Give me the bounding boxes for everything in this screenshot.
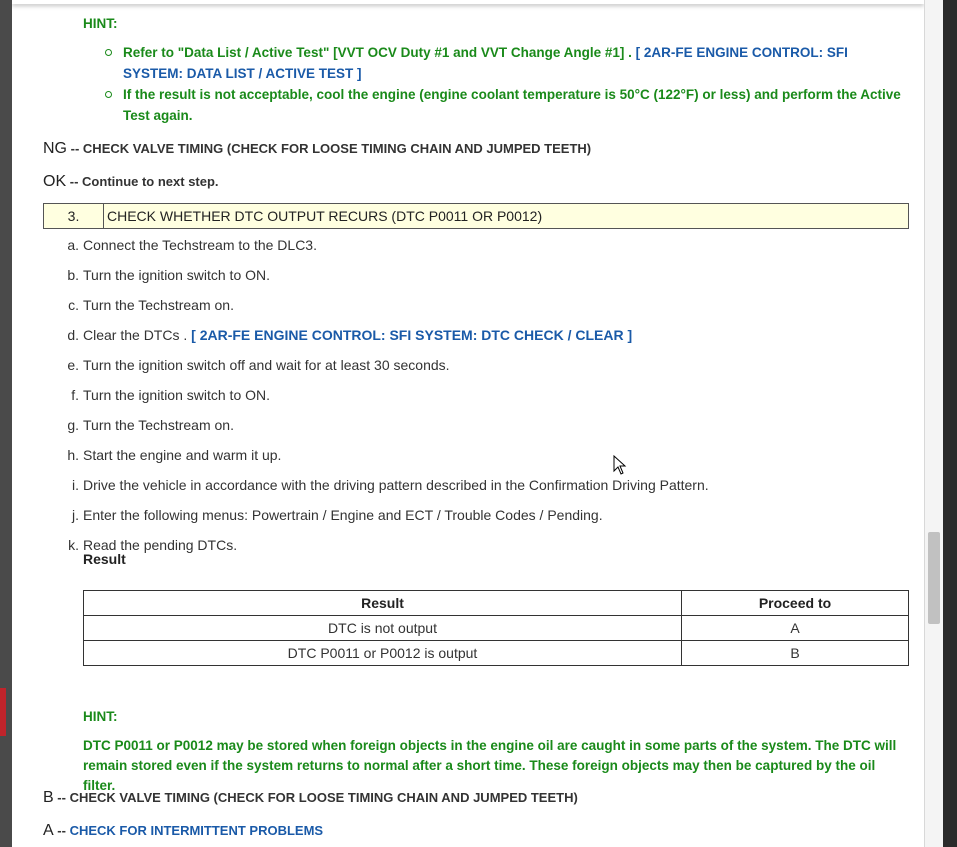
step-letter: b. [67, 267, 79, 283]
step-text: Connect the Techstream to the DLC3. [83, 237, 317, 253]
step-letter: c. [68, 297, 79, 313]
step-letter: i. [72, 477, 79, 493]
procedure-step [43, 410, 913, 440]
intermittent-problems-link[interactable]: CHECK FOR INTERMITTENT PROBLEMS [69, 823, 324, 838]
ok-text: Continue to next step. [82, 174, 219, 189]
b-code: B [43, 789, 54, 806]
dtc-check-clear-link[interactable]: [ 2AR-FE ENGINE CONTROL: SFI SYSTEM: DTC CHECK / CLEAR ] [191, 327, 633, 343]
hint-text: DTC P0011 or P0012 may be stored when foreign objects in the engine oil are caught in some parts of the system. The DTC will remain stored even if the system returns to normal after a short time. These foreign objects may then be captured by the oil filter. [83, 738, 897, 793]
step-letter: g. [67, 417, 79, 433]
table-cell: DTC is not output [84, 616, 682, 641]
step-text: Turn the ignition switch to ON. [83, 387, 271, 403]
a-separator: -- [57, 823, 66, 838]
a-result-line [43, 822, 323, 840]
table-cell: DTC P0011 or P0012 is output [84, 641, 682, 666]
step-letter: a. [67, 237, 79, 253]
step-letter: h. [67, 447, 79, 463]
result-table [83, 590, 909, 666]
vertical-scrollbar[interactable] [924, 0, 957, 847]
step-letter: j. [72, 507, 79, 523]
hint-list [83, 42, 903, 126]
step-text: Clear the DTCs . [83, 327, 188, 343]
table-cell: B [682, 641, 909, 666]
hint-item [83, 84, 903, 126]
procedure-step [43, 530, 913, 560]
step-3-header [43, 203, 909, 229]
b-text: CHECK VALVE TIMING (CHECK FOR LOOSE TIMING CHAIN AND JUMPED TEETH) [69, 790, 578, 805]
step-text: Turn the ignition switch to ON. [83, 267, 271, 283]
table-cell: A [682, 616, 909, 641]
a-code: A [43, 822, 54, 839]
table-header-row [84, 591, 909, 616]
b-separator: -- [57, 790, 66, 805]
ok-code: OK [43, 173, 67, 190]
ng-result-line [43, 140, 591, 158]
hint-label: HINT: [83, 709, 118, 724]
b-result-line [43, 789, 578, 807]
scrollbar-thumb[interactable] [928, 532, 940, 624]
procedure-step [43, 320, 913, 350]
table-row [84, 616, 909, 641]
step-number: 3. [44, 204, 104, 228]
step-text: Turn the ignition switch off and wait for at least 30 seconds. [83, 357, 450, 373]
step-letter: f. [71, 387, 79, 403]
hint-label: HINT: [83, 16, 118, 31]
procedure-step [43, 260, 913, 290]
procedure-step [43, 230, 913, 260]
procedure-step [43, 470, 913, 500]
table-header-cell: Result [84, 591, 682, 616]
ng-separator: -- [70, 141, 80, 156]
hint-item [83, 42, 903, 84]
procedure-step [43, 350, 913, 380]
ok-separator: -- [69, 174, 79, 189]
result-label: Result [83, 551, 126, 567]
ok-result-line [43, 173, 219, 191]
procedure-step [43, 440, 913, 470]
step-letter: k. [68, 537, 79, 553]
step-text: Turn the Techstream on. [83, 417, 234, 433]
circle-bullet-icon [105, 91, 112, 98]
document-page [12, 0, 924, 847]
background-window-fragment [0, 688, 6, 736]
step-letter: d. [67, 327, 79, 343]
procedure-step [43, 380, 913, 410]
window-edge [943, 0, 957, 847]
hint-item-text: If the result is not acceptable, cool the engine (engine coolant temperature is 50°C (122°F) or less) and perform the Active Test again. [123, 87, 901, 123]
procedure-steps [43, 230, 913, 560]
procedure-step [43, 290, 913, 320]
table-row [84, 641, 909, 666]
table-header-cell: Proceed to [682, 591, 909, 616]
step-text: Drive the vehicle in accordance with the driving pattern described in the Confirmation Driving Pattern. [83, 477, 709, 493]
procedure-step [43, 500, 913, 530]
hint-item-text: Refer to "Data List / Active Test" [VVT OCV Duty #1 and VVT Change Angle #1] . [123, 45, 632, 60]
scrollbar-track[interactable] [925, 0, 943, 847]
step-letter: e. [67, 357, 79, 373]
mouse-pointer-icon [613, 455, 627, 475]
ng-text: CHECK VALVE TIMING (CHECK FOR LOOSE TIMING CHAIN AND JUMPED TEETH) [82, 141, 592, 156]
header-shadow [12, 0, 924, 4]
step-text: Turn the Techstream on. [83, 297, 234, 313]
ng-code: NG [43, 140, 67, 157]
data-list-active-test-link[interactable]: [ 2AR-FE ENGINE CONTROL: SFI SYSTEM: DATA LIST / ACTIVE TEST ] [123, 45, 848, 81]
step-text: Enter the following menus: Powertrain / Engine and ECT / Trouble Codes / Pending. [83, 507, 603, 523]
step-title: CHECK WHETHER DTC OUTPUT RECURS (DTC P0011 OR P0012) [107, 208, 543, 224]
step-text: Start the engine and warm it up. [83, 447, 282, 463]
circle-bullet-icon [105, 49, 112, 56]
left-window-strip [0, 0, 12, 847]
step-text: Read the pending DTCs. [83, 537, 238, 553]
